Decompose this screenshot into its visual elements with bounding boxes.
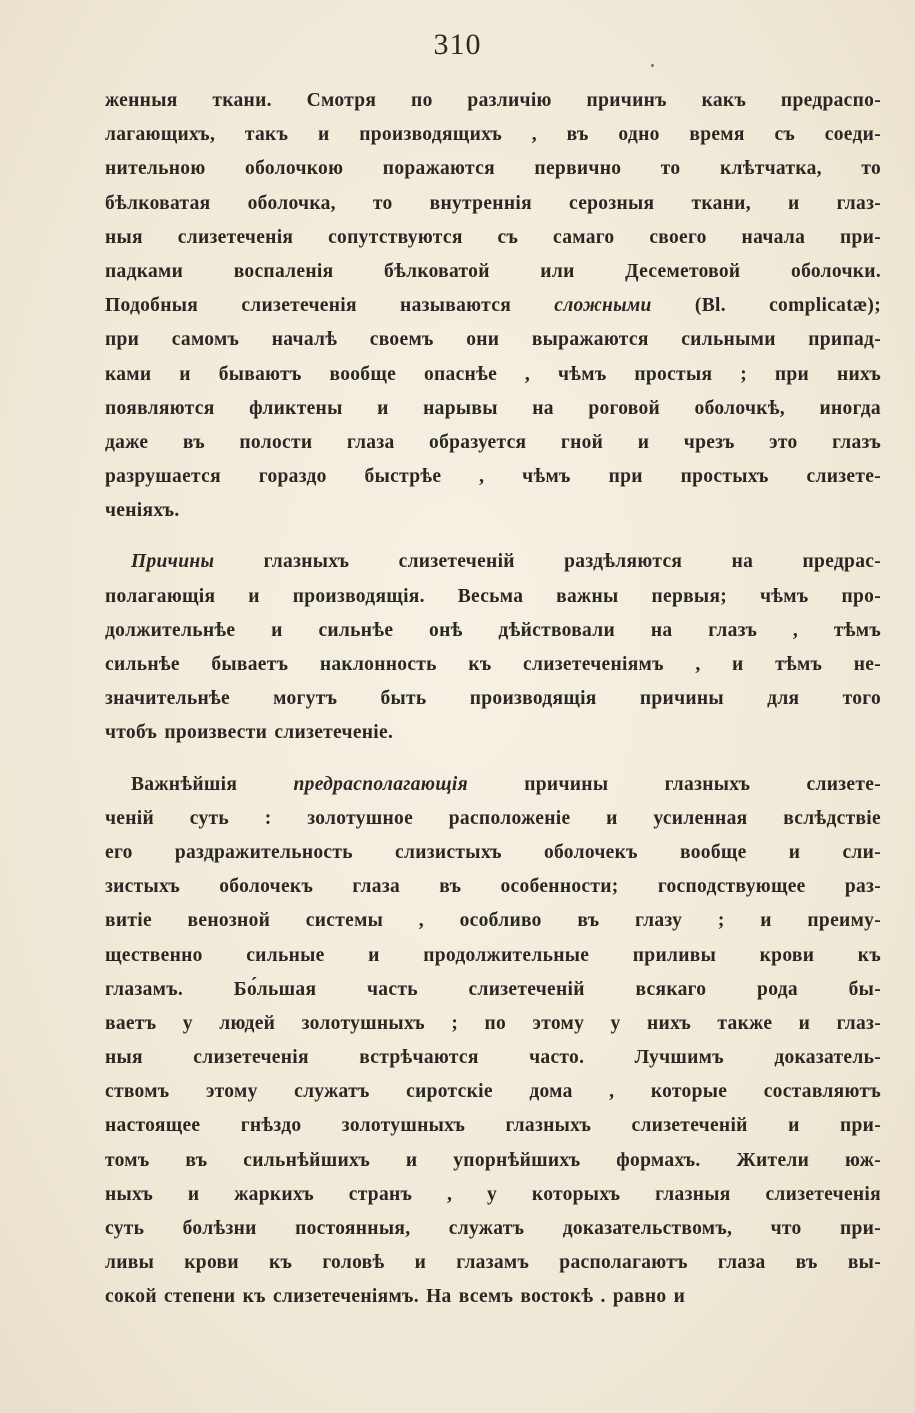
body-text xyxy=(105,84,881,1315)
text-line: значительнѣе могутъ быть производящія причины для того xyxy=(105,688,881,710)
text-line: женныя ткани. Смотря по различію причинъ какъ предраспо- xyxy=(105,90,881,111)
text-line: ныхъ и жаркихъ странъ , у которыхъ глазныя слизетеченія xyxy=(105,1183,881,1205)
text-line: полагающія и производящія. Весьма важны первыя; чѣмъ про- xyxy=(105,585,881,607)
paragraph xyxy=(105,84,881,528)
text-line: должительнѣе и сильнѣе онѣ дѣйствовали на глазъ , тѣмъ xyxy=(105,619,881,641)
italic-term: предрасполагающія xyxy=(293,773,468,795)
text-line: при самомъ началѣ своемъ они выражаются сильными припад- xyxy=(105,329,881,351)
text-line: ченіяхъ. xyxy=(105,500,180,522)
print-speck xyxy=(651,64,654,67)
text-line: суть болѣзни постоянныя, служатъ доказательствомъ, что при- xyxy=(105,1218,881,1239)
text-line: ваетъ у людей золотушныхъ ; по этому у нихъ также и глаз- xyxy=(105,1012,881,1034)
paragraph xyxy=(105,545,881,750)
line-segment: (Bl. complicatæ); xyxy=(651,295,881,317)
text-line xyxy=(105,768,881,802)
text-line: ныя слизетеченія встрѣчаются часто. Лучшимъ доказатель- xyxy=(105,1047,881,1069)
line-segment: причины глазныхъ слизете- xyxy=(467,773,882,795)
text-line: разрушается гораздо быстрѣе , чѣмъ при простыхъ слизете- xyxy=(105,466,881,488)
text-line: ствомъ этому служатъ сиротскіе дома , которые составляютъ xyxy=(105,1081,881,1103)
text-line: ками и бываютъ вообще опаснѣе , чѣмъ простыя ; при нихъ xyxy=(105,363,881,385)
text-line: появляются фликтены и нарывы на роговой оболочкѣ, иногда xyxy=(105,397,881,419)
text-line: витіе венозной системы , особливо въ глазу ; и преиму- xyxy=(105,910,881,932)
text-line: томъ въ сильнѣйшихъ и упорнѣйшихъ формахъ. Жители юж- xyxy=(105,1149,881,1171)
italic-term: Причины xyxy=(131,551,215,573)
text-line: лагающихъ, такъ и производящихъ , въ одно время съ соеди- xyxy=(105,124,881,146)
text-line: нительною оболочкою поражаются первично то клѣтчатка, то xyxy=(105,158,881,180)
paragraph-gap xyxy=(105,528,881,545)
text-line xyxy=(105,545,881,579)
text-line: ливы крови къ головѣ и глазамъ располагаютъ глаза въ вы- xyxy=(105,1252,881,1274)
paragraph xyxy=(105,768,881,1315)
text-line: ченій суть : золотушное расположеніе и усиленная вслѣдствіе xyxy=(105,807,881,829)
paragraph-gap xyxy=(105,751,881,768)
text-line: бѣлковатая оболочка, то внутреннія серозныя ткани, и глаз- xyxy=(105,192,881,214)
text-line: зистыхъ оболочекъ глаза въ особенности; господствующее раз- xyxy=(105,876,881,898)
page-number: 310 xyxy=(433,28,482,61)
text-line: глазамъ. Бо́льшая часть слизетеченій всякаго рода бы- xyxy=(105,978,881,1000)
line-segment: Подобныя слизетеченія называются xyxy=(105,295,555,317)
line-segment: глазныхъ слизетеченій раздѣляются на предрас- xyxy=(214,551,881,573)
text-line: чтобъ произвести слизетеченіе. xyxy=(105,722,394,744)
text-line: щественно сильные и продолжительные приливы крови къ xyxy=(105,944,881,966)
text-line: даже въ полости глаза образуется гной и чрезъ это глазъ xyxy=(105,431,881,453)
text-line: его раздражительность слизистыхъ оболочекъ вообще и сли- xyxy=(105,841,881,863)
line-segment: Важнѣйшія xyxy=(131,773,294,795)
text-line: сильнѣе бываетъ наклонность къ слизетеченіямъ , и тѣмъ не- xyxy=(105,654,881,675)
text-line xyxy=(105,289,881,323)
text-line: настоящее гнѣздо золотушныхъ глазныхъ слизетеченій и при- xyxy=(105,1115,881,1137)
text-line: сокой степени къ слизетеченіямъ. На всемъ востокѣ . равно и xyxy=(105,1286,686,1308)
text-line: ныя слизетеченія сопутствуются съ самаго своего начала при- xyxy=(105,226,881,248)
italic-term: сложными xyxy=(554,295,652,317)
text-line: падками воспаленія бѣлковатой или Десеметовой оболочки. xyxy=(105,260,881,282)
